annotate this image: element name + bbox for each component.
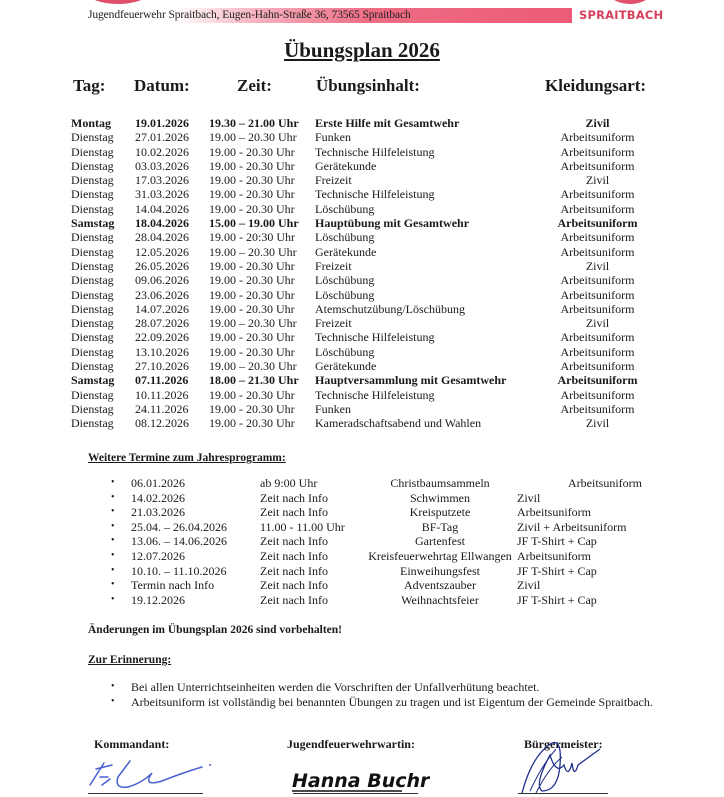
clothing-cell: Arbeitsuniform — [560, 144, 635, 159]
day-cell: Dienstag — [71, 144, 114, 159]
events-list — [0, 476, 724, 607]
date-cell: 10.11.2026 — [135, 387, 189, 402]
clothing-cell: Zivil — [585, 316, 610, 331]
event-date: 10.10. – 11.10.2026 — [131, 563, 227, 578]
table-row — [0, 330, 724, 344]
clothing-cell: Arbeitsuniform — [560, 158, 635, 173]
time-cell: 19.30 – 21.00 Uhr — [209, 116, 299, 130]
time-cell: 19.00 - 20.30 Uhr — [209, 387, 295, 402]
event-date: 14.02.2026 — [131, 490, 185, 505]
reminder-list — [105, 680, 667, 710]
event-time: Zeit nach Info — [260, 534, 328, 549]
date-cell: 31.03.2026 — [135, 187, 189, 202]
day-cell: Dienstag — [71, 273, 114, 288]
time-cell: 15.00 – 19.00 Uhr — [209, 216, 299, 231]
table-row — [0, 230, 724, 244]
time-cell: 19.00 - 20.30 Uhr — [209, 144, 295, 159]
reminder-text: Bei allen Unterrichtseinheiten werden die Vorschriften der Unfallverhütung beachtet. — [131, 680, 540, 694]
time-cell: 19.00 – 20.30 Uhr — [209, 359, 297, 374]
signature-label-mayor: Bürgermeister: — [524, 737, 603, 751]
date-cell: 18.04.2026 — [135, 216, 189, 231]
event-time: Zeit nach Info — [260, 490, 328, 505]
time-cell: 18.00 – 21.30 Uhr — [209, 373, 299, 388]
logo-fragment-left — [88, 0, 148, 4]
date-cell: 22.09.2026 — [135, 330, 189, 345]
bullet-icon: • — [111, 579, 115, 591]
time-cell: 19.00 - 20.30 Uhr — [209, 187, 295, 202]
clothing-cell: Arbeitsuniform — [560, 244, 635, 259]
table-row — [0, 202, 724, 216]
table-row — [0, 130, 724, 144]
date-cell: 03.03.2026 — [135, 158, 189, 173]
content-cell: Löschübung — [315, 287, 375, 302]
event-clothing: Arbeitsuniform — [568, 476, 642, 490]
event-name: Adventszauber — [404, 578, 476, 593]
day-cell: Dienstag — [71, 130, 114, 145]
event-item — [0, 549, 724, 564]
event-name: Kreisputzete — [409, 505, 471, 520]
date-cell: 17.03.2026 — [135, 173, 189, 188]
time-cell: 19.00 - 20.30 Uhr — [209, 344, 295, 359]
event-name: BF-Tag — [421, 519, 459, 534]
content-cell: Freizeit — [315, 258, 352, 273]
event-date: 06.01.2026 — [131, 476, 185, 490]
time-cell: 19.00 - 20.30 Uhr — [209, 158, 295, 173]
clothing-cell: Arbeitsuniform — [560, 130, 635, 145]
event-date: Termin nach Info — [131, 578, 215, 593]
content-cell: Erste Hilfe mit Gesamtwehr — [315, 116, 460, 130]
time-cell: 19.00 - 20.30 Uhr — [209, 287, 295, 302]
event-date: 13.06. – 14.06.2026 — [131, 534, 227, 549]
time-cell: 19.00 - 20.30 Uhr — [209, 201, 295, 216]
content-cell: Technische Hilfeleistung — [315, 387, 435, 402]
table-row — [0, 373, 724, 387]
time-cell: 19.00 – 20.30 Uhr — [209, 130, 297, 145]
table-row — [0, 159, 724, 173]
date-cell: 19.01.2026 — [135, 116, 189, 130]
date-cell: 23.06.2026 — [135, 287, 189, 302]
date-cell: 07.11.2026 — [135, 373, 189, 388]
date-cell: 13.10.2026 — [135, 344, 189, 359]
day-cell: Samstag — [71, 216, 115, 231]
event-time: Zeit nach Info — [260, 578, 328, 593]
content-cell: Hauptübung mit Gesamtwehr — [315, 216, 470, 231]
table-row — [0, 302, 724, 316]
date-cell: 14.07.2026 — [135, 301, 189, 316]
event-name: Weihnachtsfeier — [401, 592, 479, 607]
column-header-clothing: Kleidungsart: — [545, 76, 647, 95]
table-row — [0, 345, 724, 359]
reminder-item — [105, 695, 667, 709]
event-name: Kreisfeuerwehrtag Ellwangen — [368, 548, 512, 563]
table-row — [0, 288, 724, 302]
event-item — [0, 564, 724, 579]
event-item — [0, 476, 724, 491]
clothing-cell: Zivil — [585, 258, 610, 273]
day-cell: Dienstag — [71, 359, 114, 374]
event-name: Gartenfest — [415, 534, 465, 549]
clothing-cell: Arbeitsuniform — [560, 359, 635, 374]
content-cell: Technische Hilfeleistung — [315, 330, 435, 345]
content-cell: Gerätekunde — [315, 359, 377, 374]
event-time: Zeit nach Info — [260, 548, 328, 563]
table-row — [0, 116, 724, 130]
time-cell: 19.00 – 20.30 Uhr — [209, 316, 297, 331]
content-cell: Gerätekunde — [315, 244, 377, 259]
day-cell: Dienstag — [71, 244, 114, 259]
training-plan-table — [0, 116, 724, 431]
time-cell: 19.00 - 20.30 Uhr — [209, 416, 295, 431]
svg-text:Hanna Buchr: Hanna Buchr — [292, 770, 430, 792]
day-cell: Samstag — [71, 373, 115, 388]
day-cell: Dienstag — [71, 173, 114, 188]
bullet-icon: • — [111, 593, 115, 605]
signature-label-youth-warden: Jugendfeuerwehrwartin: — [287, 737, 415, 751]
content-cell: Technische Hilfeleistung — [315, 187, 435, 202]
table-row — [0, 245, 724, 259]
content-cell: Atemschutzübung/Löschübung — [315, 301, 465, 316]
date-cell: 27.01.2026 — [135, 130, 189, 145]
column-header-date: Datum: — [134, 76, 190, 95]
event-item — [0, 593, 724, 608]
content-cell: Löschübung — [315, 273, 375, 288]
clothing-cell: Arbeitsuniform — [557, 216, 638, 231]
bullet-icon: • — [111, 549, 115, 561]
date-cell: 28.07.2026 — [135, 316, 189, 331]
table-row — [0, 316, 724, 330]
day-cell: Dienstag — [71, 344, 114, 359]
header-address: Jugendfeuerwehr Spraitbach, Eugen-Hahn-Straße 36, 73565 Spraitbach — [88, 9, 411, 21]
event-clothing: Zivil + Arbeitsuniform — [517, 519, 627, 534]
content-cell: Löschübung — [315, 230, 375, 245]
content-cell: Funken — [315, 130, 351, 145]
content-cell: Freizeit — [315, 316, 352, 331]
table-row — [0, 145, 724, 159]
day-cell: Dienstag — [71, 401, 114, 416]
event-item — [0, 505, 724, 520]
day-cell: Dienstag — [71, 230, 114, 245]
day-cell: Dienstag — [71, 258, 114, 273]
content-cell: Löschübung — [315, 344, 375, 359]
signature-line-youth-warden — [293, 793, 418, 794]
date-cell: 09.06.2026 — [135, 273, 189, 288]
signature-label-commander: Kommandant: — [94, 737, 170, 751]
commander-signature-icon — [82, 755, 222, 797]
date-cell: 24.11.2026 — [135, 401, 189, 416]
table-row — [0, 416, 724, 430]
bullet-icon: • — [111, 506, 115, 518]
clothing-cell: Arbeitsuniform — [560, 301, 635, 316]
event-name: Einweihungsfest — [400, 563, 480, 578]
day-cell: Dienstag — [71, 158, 114, 173]
page-title: Übungsplan 2026 — [284, 38, 440, 62]
time-cell: 19.00 – 20.30 Uhr — [209, 244, 297, 259]
time-cell: 19.00 - 20.30 Uhr — [209, 301, 295, 316]
event-clothing: Arbeitsuniform — [517, 505, 591, 520]
time-cell: 19.00 - 20.30 Uhr — [209, 330, 295, 345]
event-date: 25.04. – 26.04.2026 — [131, 519, 227, 534]
event-date: 21.03.2026 — [131, 505, 185, 520]
bullet-icon: • — [111, 681, 115, 692]
day-cell: Dienstag — [71, 301, 114, 316]
content-cell: Funken — [315, 401, 351, 416]
clothing-cell: Zivil — [585, 416, 610, 431]
event-clothing: Zivil — [517, 490, 541, 505]
day-cell: Dienstag — [71, 287, 114, 302]
date-cell: 10.02.2026 — [135, 144, 189, 159]
time-cell: 19.00 - 20.30 Uhr — [209, 273, 295, 288]
time-cell: 19.00 - 20.30 Uhr — [209, 173, 295, 188]
event-item — [0, 520, 724, 535]
event-name: Schwimmen — [410, 490, 470, 505]
date-cell: 27.10.2026 — [135, 359, 189, 374]
event-item — [0, 491, 724, 506]
signature-line-mayor — [518, 793, 608, 794]
clothing-cell: Arbeitsuniform — [560, 201, 635, 216]
bullet-icon: • — [111, 564, 115, 576]
time-cell: 19.00 - 20:30 Uhr — [209, 230, 295, 245]
bullet-icon: • — [111, 477, 115, 488]
clothing-cell: Zivil — [585, 173, 610, 188]
clothing-cell: Arbeitsuniform — [560, 344, 635, 359]
date-cell: 28.04.2026 — [135, 230, 189, 245]
bullet-icon: • — [111, 535, 115, 547]
clothing-cell: Arbeitsuniform — [557, 373, 638, 388]
event-date: 19.12.2026 — [131, 592, 185, 607]
content-cell: Gerätekunde — [315, 158, 377, 173]
content-cell: Technische Hilfeleistung — [315, 144, 435, 159]
day-cell: Dienstag — [71, 387, 114, 402]
time-cell: 19.00 - 20.30 Uhr — [209, 401, 295, 416]
events-heading: Weitere Termine zum Jahresprogramm: — [88, 452, 286, 464]
bullet-icon: • — [111, 520, 115, 532]
mayor-signature-icon — [512, 735, 602, 797]
clothing-cell: Arbeitsuniform — [560, 230, 635, 245]
day-cell: Dienstag — [71, 316, 114, 331]
event-clothing: JF T-Shirt + Cap — [517, 563, 597, 578]
date-cell: 12.05.2026 — [135, 244, 189, 259]
spraitbach-logo — [606, 0, 654, 4]
time-cell: 19.00 - 20.30 Uhr — [209, 258, 295, 273]
event-time: Zeit nach Info — [260, 563, 328, 578]
day-cell: Montag — [71, 116, 111, 130]
table-row — [0, 216, 724, 230]
event-date: 12.07.2026 — [131, 548, 185, 563]
event-time: Zeit nach Info — [260, 592, 328, 607]
event-time: ab 9:00 Uhr — [260, 476, 318, 490]
brand-name: SPRAITBACH — [579, 8, 664, 22]
date-cell: 08.12.2026 — [135, 416, 189, 431]
event-time: Zeit nach Info — [260, 505, 328, 520]
clothing-cell: Arbeitsuniform — [560, 187, 635, 202]
day-cell: Dienstag — [71, 201, 114, 216]
content-cell: Freizeit — [315, 173, 352, 188]
table-row — [0, 259, 724, 273]
event-clothing: Arbeitsuniform — [517, 548, 591, 563]
event-clothing: JF T-Shirt + Cap — [517, 592, 597, 607]
table-row — [0, 402, 724, 416]
table-row — [0, 273, 724, 287]
content-cell: Hauptversammlung mit Gesamtwehr — [315, 373, 507, 388]
clothing-cell: Arbeitsuniform — [560, 273, 635, 288]
clothing-cell: Arbeitsuniform — [560, 387, 635, 402]
bullet-icon: • — [111, 491, 115, 503]
clothing-cell: Zivil — [585, 116, 610, 130]
content-cell: Löschübung — [315, 201, 375, 216]
bullet-icon: • — [111, 696, 115, 707]
youth-warden-signature-icon — [290, 765, 430, 795]
event-clothing: Zivil — [517, 578, 541, 593]
event-item — [0, 578, 724, 593]
day-cell: Dienstag — [71, 187, 114, 202]
date-cell: 26.05.2026 — [135, 258, 189, 273]
day-cell: Dienstag — [71, 330, 114, 345]
reminder-item — [105, 680, 667, 694]
signature-line-commander — [88, 793, 203, 794]
event-time: 11.00 - 11.00 Uhr — [260, 519, 345, 534]
column-header-content: Übungsinhalt: — [316, 76, 420, 95]
clothing-cell: Arbeitsuniform — [560, 330, 635, 345]
column-header-time: Zeit: — [237, 76, 272, 95]
event-item — [0, 534, 724, 549]
table-row — [0, 359, 724, 373]
table-row — [0, 187, 724, 201]
changes-notice: Änderungen im Übungsplan 2026 sind vorbehalten! — [88, 624, 343, 636]
column-header-day: Tag: — [73, 76, 106, 95]
event-clothing: JF T-Shirt + Cap — [517, 534, 597, 549]
reminder-heading: Zur Erinnerung: — [88, 654, 172, 666]
clothing-cell: Arbeitsuniform — [560, 287, 635, 302]
clothing-cell: Arbeitsuniform — [560, 401, 635, 416]
content-cell: Kameradschaftsabend und Wahlen — [315, 416, 482, 431]
date-cell: 14.04.2026 — [135, 201, 189, 216]
day-cell: Dienstag — [71, 416, 114, 431]
table-row — [0, 173, 724, 187]
event-name: Christbaumsammeln — [390, 476, 490, 490]
table-row — [0, 388, 724, 402]
reminder-text: Arbeitsuniform ist vollständig bei benannten Übungen zu tragen und ist Eigentum der Gemeinde Spraitbach. — [131, 695, 653, 709]
